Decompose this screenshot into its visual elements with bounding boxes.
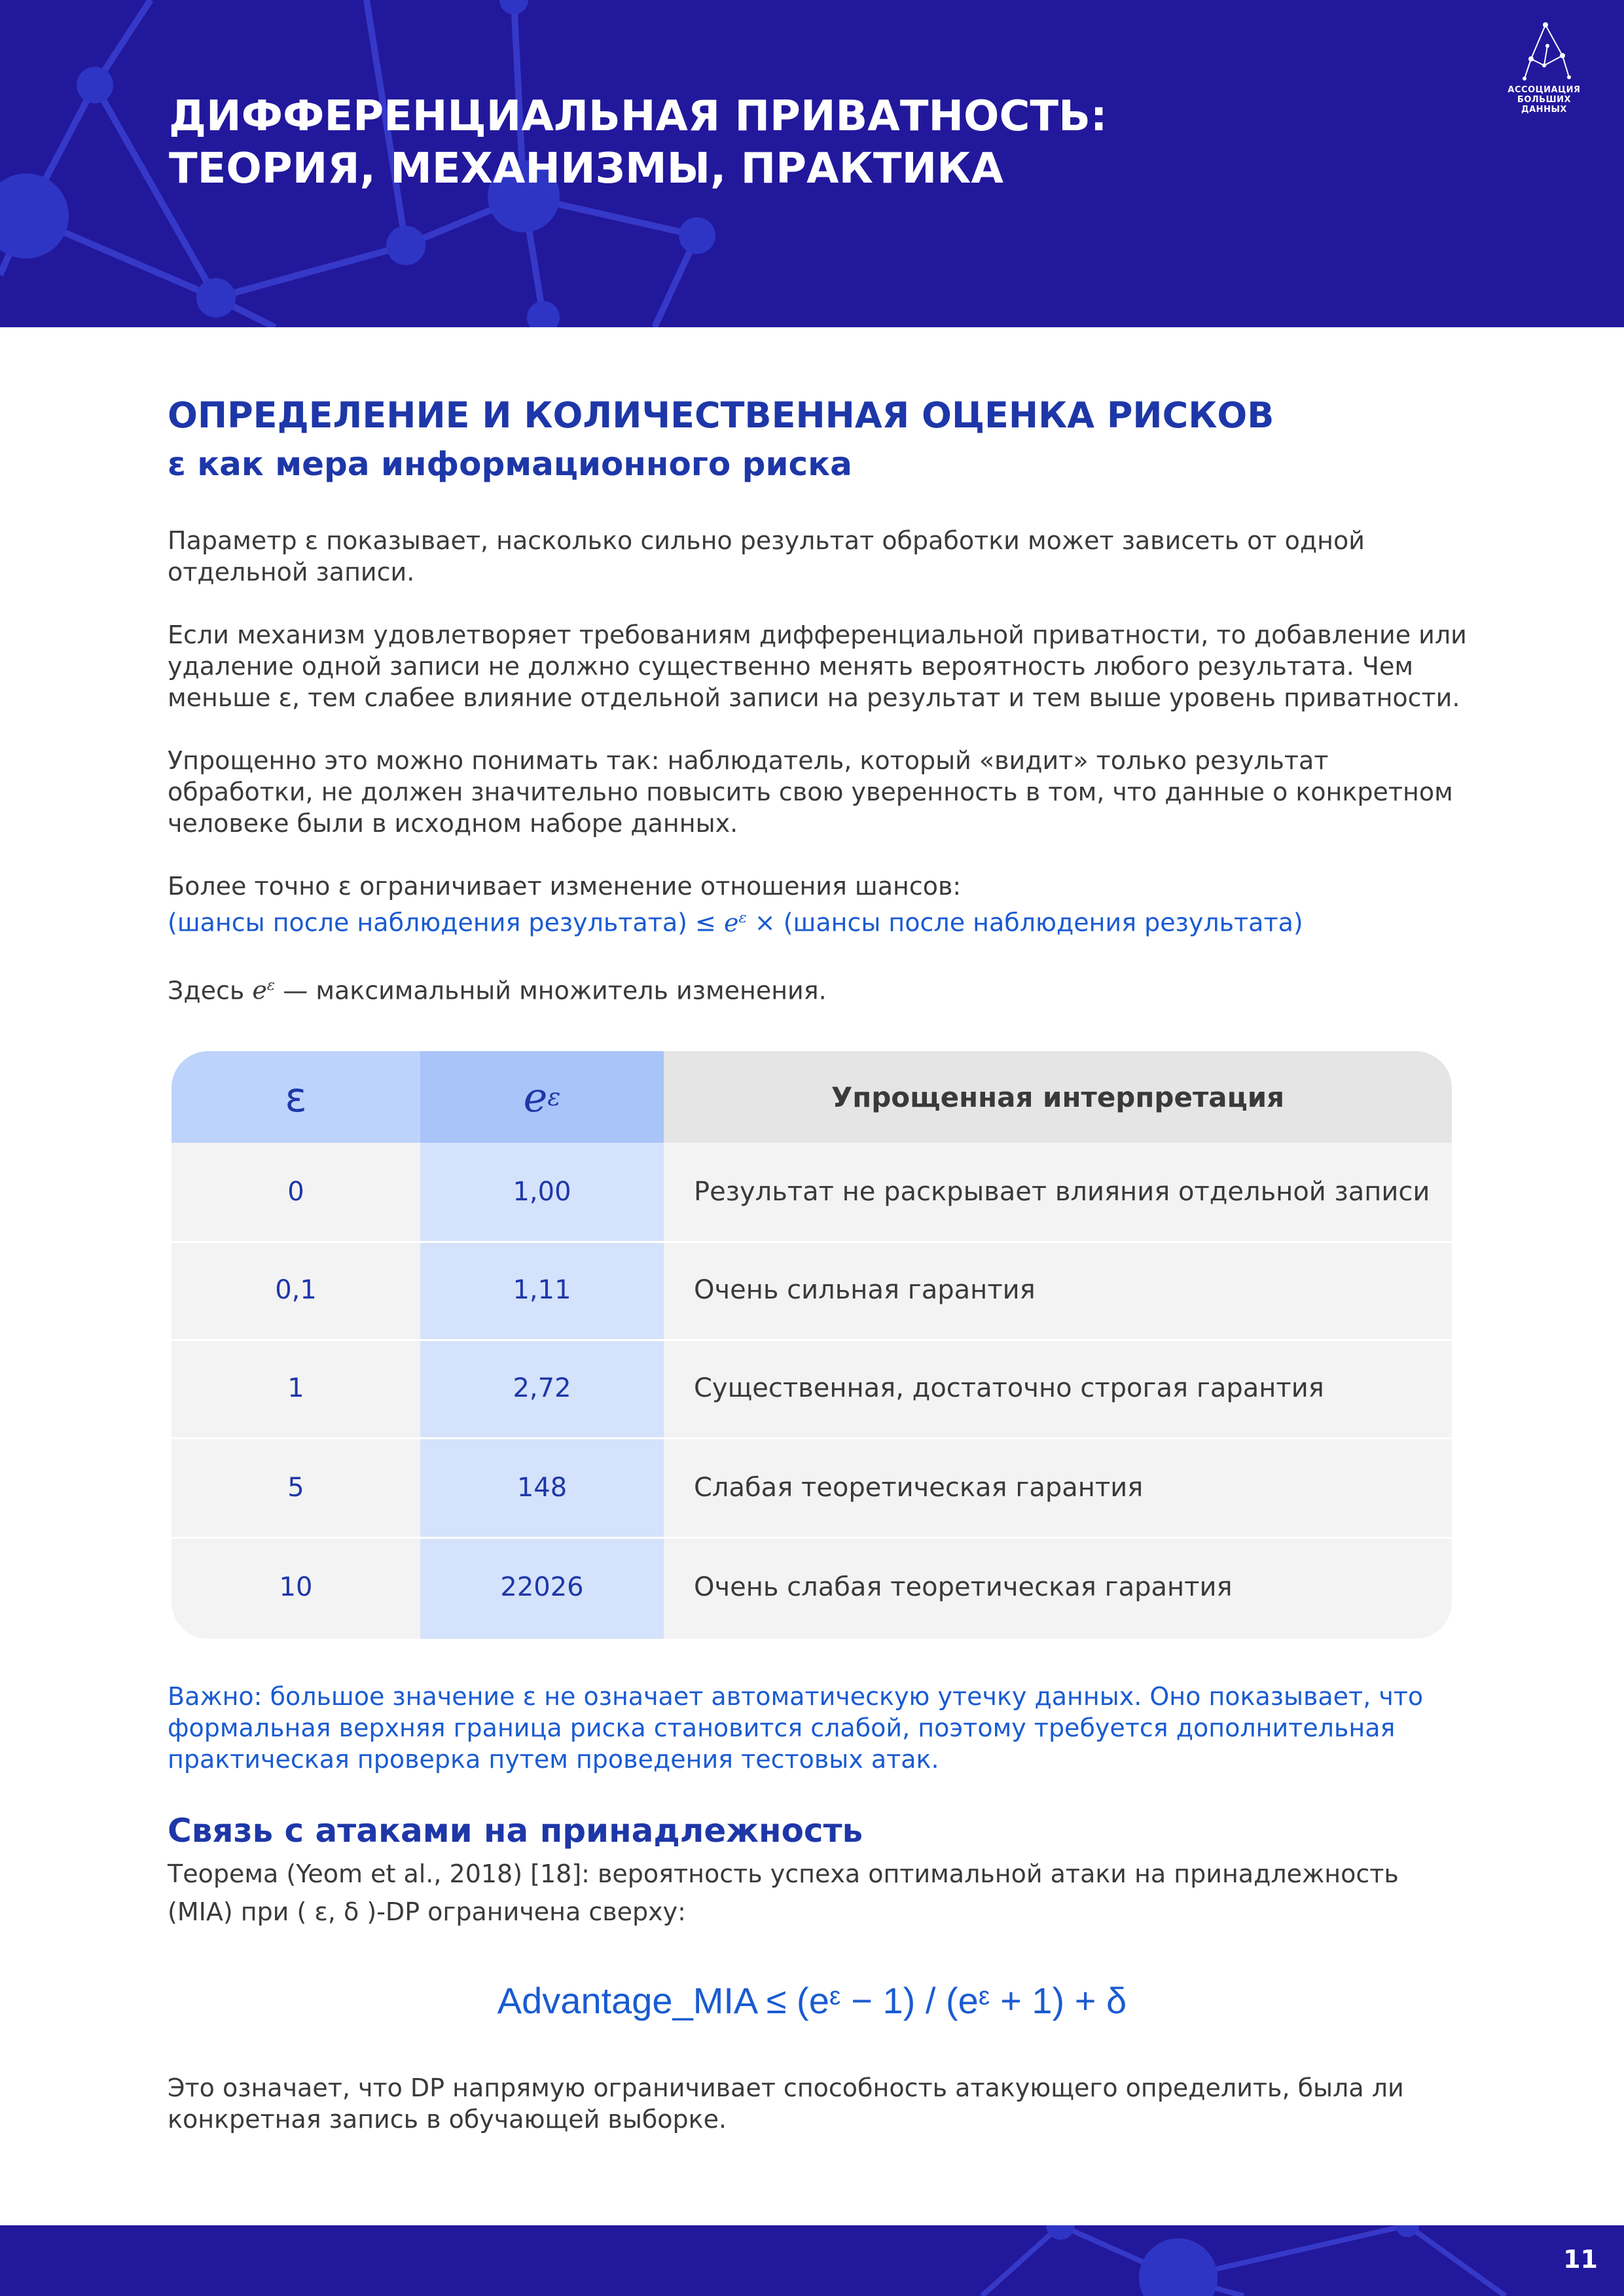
cell-epsilon: 10 [279,1572,313,1602]
section-subtitle: ε как мера информационного риска [168,445,852,483]
odds-formula-right: (шансы после наблюдения результата) [783,908,1303,937]
mia-conclusion: Это означает, что DP напрямую ограничивает способность атакующего определить, была ли конкретная запись в обучающей выборке. [168,2073,1404,2134]
logo-text-line-2: БОЛЬШИХ ДАННЫХ [1517,95,1572,115]
table-row [171,1241,1452,1341]
section-title: ОПРЕДЕЛЕНИЕ И КОЛИЧЕСТВЕННАЯ ОЦЕНКА РИСКОВ [168,395,1274,436]
odds-formula-left: (шансы после наблюдения результата) ≤ [168,908,716,937]
cell-exp: 148 [516,1473,568,1503]
table-row [171,1339,1452,1439]
association-logo [1498,20,1590,115]
cell-interpretation: Результат не раскрывает влияния отдельной записи [694,1177,1430,1207]
mia-formula: Advantage_MIA ≤ (eᵋ − 1) / (eᵋ + 1) + δ [497,1980,1127,2021]
cell-epsilon: 5 [287,1473,304,1503]
odds-formula [168,902,1470,939]
paragraph-5-prefix: Здесь [168,976,245,1005]
page-footer [0,2225,1624,2296]
exp-epsilon-sup: ε [738,909,747,926]
table-row [171,1143,1452,1243]
paragraph-2: Если механизм удовлетворяет требованиям дифференциальной приватности, то добавление или удаление одной записи не должно существенно менять вероятность любого результата. Чем меньше ε, тем слабее влияние отдельной записи на результат и тем выше уровень приватности. [168,620,1467,712]
document-title [169,90,1282,195]
table-row [171,1538,1452,1636]
important-note: Важно: большое значение ε не означает автоматическую утечку данных. Оно показывает, что формальная верхняя граница риска становится слабой, поэтому требуется дополнительная практическая проверка путем проведения тестовых атак. [168,1682,1424,1774]
footer-network-decoration [0,2225,1624,2296]
mia-section-title: Связь с атаками на принадлежность [168,1812,863,1850]
cell-epsilon: 1 [287,1373,304,1403]
header-exp-sup: ε [547,1083,561,1111]
cell-exp: 2,72 [513,1373,571,1403]
cell-interpretation: Существенная, достаточно строгая гарантия [694,1373,1324,1403]
logo-text-line-1: АССОЦИАЦИЯ [1507,85,1581,95]
page-header [0,0,1624,327]
constellation-logo-icon [1511,20,1577,85]
cell-interpretation: Слабая теоретическая гарантия [694,1473,1144,1503]
exp-epsilon-inline-sup: ε [266,977,276,994]
mia-theorem: Теорема (Yeom et al., 2018) [18]: вероятность успеха оптимальной атаки на принадлежность (MIA) при ( ε, δ )-DP ограничена сверху: [168,1859,1399,1926]
paragraph-4: Более точно ε ограничивает изменение отношения шансов: [168,872,962,901]
odds-formula-times: × [754,908,776,937]
paragraph-3: Упрощенно это можно понимать так: наблюдатель, который «видит» только результат обработки, не должен значительно повысить свою уверенность в том, что данные о конкретном человеке были в исходном наборе данных. [168,746,1453,838]
cell-exp: 1,11 [513,1275,571,1305]
cell-exp: 22026 [500,1572,584,1602]
header-epsilon: ε [171,1051,420,1143]
cell-interpretation: Очень слабая теоретическая гарантия [694,1572,1233,1602]
title-line-2: ТЕОРИЯ, МЕХАНИЗМЫ, ПРАКТИКА [169,145,1003,193]
exp-epsilon-inline: $e^\varepsilon$ [252,976,276,1005]
header-exp-base: e [523,1073,548,1121]
header-interpretation: Упрощенная интерпретация [664,1051,1452,1143]
epsilon-table [171,1051,1452,1639]
exp-epsilon: $e^\varepsilon$ [723,908,747,937]
cell-exp: 1,00 [513,1177,571,1207]
paragraph-5-suffix: — максимальный множитель изменения. [283,976,827,1005]
lower-content [168,1681,1470,1931]
table-row [171,1439,1452,1539]
paragraph-1: Параметр ε показывает, насколько сильно результат обработки может зависеть от одной отдельной записи. [168,526,1365,586]
page-number: 11 [1563,2245,1598,2274]
cell-interpretation: Очень сильная гарантия [694,1275,1036,1305]
paragraph-5 [168,970,1470,1007]
cell-epsilon: 0,1 [275,1275,317,1305]
title-line-1: ДИФФЕРЕНЦИАЛЬНАЯ ПРИВАТНОСТЬ: [169,92,1108,141]
header-exp-epsilon [420,1051,664,1143]
cell-epsilon: 0 [287,1177,304,1207]
main-content [168,393,1470,1006]
conclusion-block [168,2072,1470,2135]
